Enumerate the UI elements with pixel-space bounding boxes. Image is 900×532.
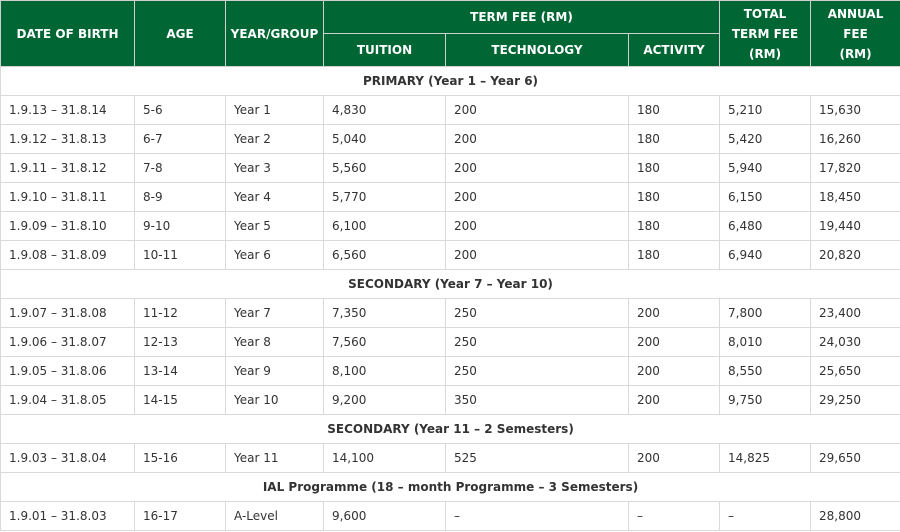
cell-tuition: 4,830 [324,96,446,125]
cell-tuition: 5,040 [324,125,446,154]
cell-date-of-birth: 1.9.06 – 31.8.07 [1,328,135,357]
cell-technology: 250 [446,328,629,357]
cell-age: 7-8 [135,154,226,183]
cell-tuition: 9,600 [324,502,446,531]
cell-activity: 180 [629,183,720,212]
cell-activity: 180 [629,96,720,125]
cell-total-term-fee: 8,010 [720,328,811,357]
cell-age: 13-14 [135,357,226,386]
section-header-row [1,270,900,299]
cell-annual-fee: 19,440 [811,212,900,241]
cell-technology: 250 [446,357,629,386]
cell-age: 15-16 [135,444,226,473]
cell-total-term-fee: 6,940 [720,241,811,270]
col-header-activity: ACTIVITY [629,34,720,67]
table-row [1,154,900,183]
cell-activity: 200 [629,444,720,473]
cell-activity: 200 [629,299,720,328]
cell-activity: – [629,502,720,531]
cell-date-of-birth: 1.9.03 – 31.8.04 [1,444,135,473]
section-title: SECONDARY (Year 7 – Year 10) [1,270,900,299]
table-row [1,444,900,473]
col-header-annual-fee [811,1,900,67]
cell-date-of-birth: 1.9.09 – 31.8.10 [1,212,135,241]
cell-activity: 180 [629,125,720,154]
cell-technology: 200 [446,154,629,183]
cell-date-of-birth: 1.9.05 – 31.8.06 [1,357,135,386]
cell-annual-fee: 23,400 [811,299,900,328]
cell-activity: 200 [629,357,720,386]
total-term-fee-line-2: TERM FEE [731,26,799,41]
cell-technology: 350 [446,386,629,415]
cell-technology: 250 [446,299,629,328]
table-row [1,96,900,125]
table-row [1,241,900,270]
cell-activity: 200 [629,386,720,415]
cell-year-group: Year 10 [226,386,324,415]
cell-year-group: Year 9 [226,357,324,386]
cell-annual-fee: 18,450 [811,183,900,212]
cell-technology: 200 [446,212,629,241]
section-header-row [1,415,900,444]
cell-technology: 200 [446,241,629,270]
table-row [1,125,900,154]
section-header-row [1,473,900,502]
cell-tuition: 5,770 [324,183,446,212]
cell-date-of-birth: 1.9.08 – 31.8.09 [1,241,135,270]
cell-year-group: Year 8 [226,328,324,357]
fee-table-body [1,67,900,531]
cell-age: 14-15 [135,386,226,415]
cell-activity: 180 [629,212,720,241]
total-term-fee-line-3: (RM) [748,46,782,61]
col-header-technology: TECHNOLOGY [446,34,629,67]
cell-total-term-fee: – [720,502,811,531]
cell-year-group: Year 5 [226,212,324,241]
cell-total-term-fee: 6,480 [720,212,811,241]
section-title: PRIMARY (Year 1 – Year 6) [1,67,900,96]
cell-tuition: 6,560 [324,241,446,270]
annual-fee-line-2: FEE [843,26,868,41]
cell-year-group: Year 1 [226,96,324,125]
cell-annual-fee: 29,250 [811,386,900,415]
cell-year-group: Year 6 [226,241,324,270]
cell-tuition: 7,350 [324,299,446,328]
section-title: SECONDARY (Year 11 – 2 Semesters) [1,415,900,444]
cell-annual-fee: 24,030 [811,328,900,357]
cell-date-of-birth: 1.9.01 – 31.8.03 [1,502,135,531]
cell-tuition: 8,100 [324,357,446,386]
cell-date-of-birth: 1.9.10 – 31.8.11 [1,183,135,212]
cell-technology: 200 [446,183,629,212]
cell-year-group: Year 7 [226,299,324,328]
cell-date-of-birth: 1.9.11 – 31.8.12 [1,154,135,183]
col-header-age: AGE [135,1,226,67]
cell-technology: 200 [446,96,629,125]
cell-age: 5-6 [135,96,226,125]
cell-total-term-fee: 5,210 [720,96,811,125]
col-header-tuition: TUITION [324,34,446,67]
cell-total-term-fee: 7,800 [720,299,811,328]
col-header-date-of-birth: DATE OF BIRTH [1,1,135,67]
table-row [1,212,900,241]
cell-total-term-fee: 5,420 [720,125,811,154]
cell-total-term-fee: 8,550 [720,357,811,386]
cell-date-of-birth: 1.9.13 – 31.8.14 [1,96,135,125]
annual-fee-line-1: ANNUAL [827,6,884,21]
col-header-year-group: YEAR/GROUP [226,1,324,67]
table-row [1,328,900,357]
table-row [1,357,900,386]
cell-activity: 180 [629,241,720,270]
cell-total-term-fee: 14,825 [720,444,811,473]
cell-total-term-fee: 5,940 [720,154,811,183]
cell-total-term-fee: 9,750 [720,386,811,415]
cell-annual-fee: 28,800 [811,502,900,531]
cell-technology: 200 [446,125,629,154]
cell-annual-fee: 25,650 [811,357,900,386]
cell-year-group: Year 2 [226,125,324,154]
cell-age: 16-17 [135,502,226,531]
col-header-term-fee: TERM FEE (RM) [324,1,720,34]
section-title: IAL Programme (18 – month Programme – 3 Semesters) [1,473,900,502]
cell-annual-fee: 17,820 [811,154,900,183]
cell-age: 12-13 [135,328,226,357]
table-row [1,299,900,328]
cell-total-term-fee: 6,150 [720,183,811,212]
cell-tuition: 5,560 [324,154,446,183]
cell-date-of-birth: 1.9.04 – 31.8.05 [1,386,135,415]
cell-age: 8-9 [135,183,226,212]
cell-technology: – [446,502,629,531]
cell-tuition: 6,100 [324,212,446,241]
section-header-row [1,67,900,96]
table-row [1,183,900,212]
cell-annual-fee: 15,630 [811,96,900,125]
cell-date-of-birth: 1.9.07 – 31.8.08 [1,299,135,328]
table-row [1,386,900,415]
cell-age: 11-12 [135,299,226,328]
cell-year-group: Year 11 [226,444,324,473]
cell-year-group: Year 4 [226,183,324,212]
cell-year-group: Year 3 [226,154,324,183]
cell-year-group: A-Level [226,502,324,531]
cell-age: 10-11 [135,241,226,270]
cell-annual-fee: 16,260 [811,125,900,154]
cell-technology: 525 [446,444,629,473]
cell-age: 6-7 [135,125,226,154]
cell-date-of-birth: 1.9.12 – 31.8.13 [1,125,135,154]
col-header-total-term-fee [720,1,811,67]
table-row [1,502,900,531]
cell-annual-fee: 20,820 [811,241,900,270]
cell-activity: 200 [629,328,720,357]
fee-table-header [1,1,900,67]
cell-tuition: 9,200 [324,386,446,415]
cell-tuition: 14,100 [324,444,446,473]
annual-fee-line-3: (RM) [839,46,872,61]
cell-annual-fee: 29,650 [811,444,900,473]
total-term-fee-line-1: TOTAL [743,6,787,21]
cell-age: 9-10 [135,212,226,241]
cell-tuition: 7,560 [324,328,446,357]
cell-activity: 180 [629,154,720,183]
